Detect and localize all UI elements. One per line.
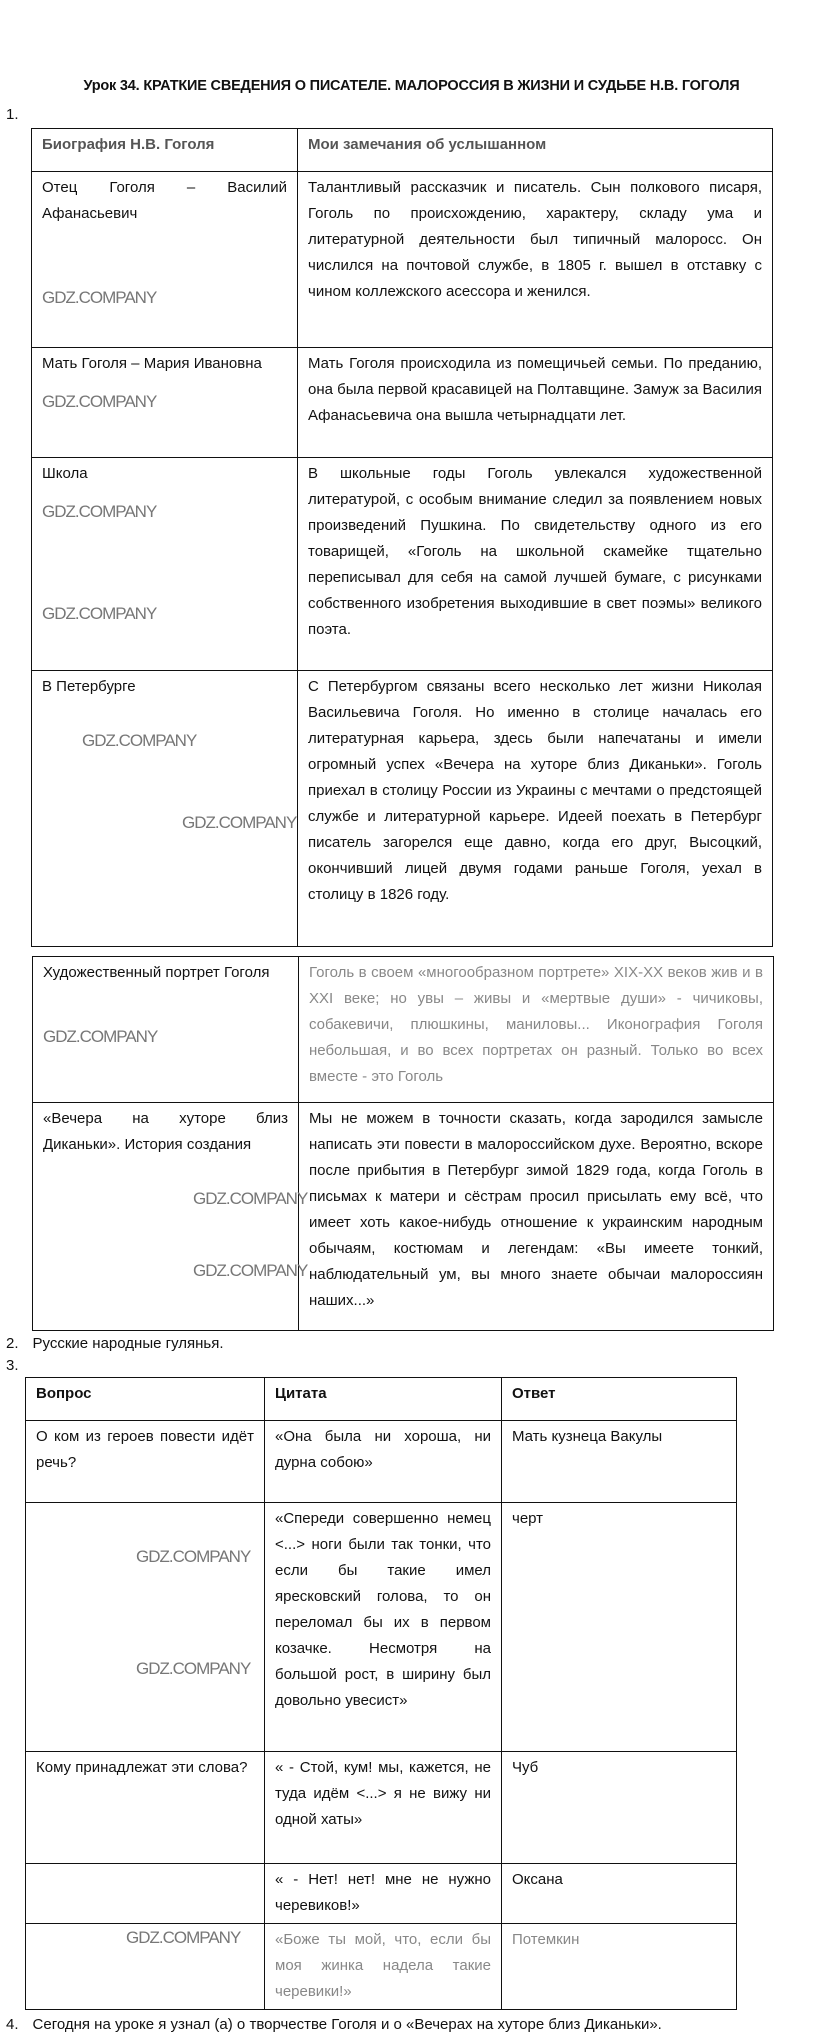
watermark: GDZ.COMPANY [126,1928,241,1947]
item2-text: Русские народные гулянья. [32,1335,224,1352]
answer-cell: Мать кузнеца Вакулы [502,1421,737,1503]
bio-topic-cell [32,671,298,947]
bio-topic-cell [32,348,298,458]
item-number: 3. [6,1357,19,1374]
item-number: 1. [6,106,19,123]
item4-text: Сегодня на уроке я узнал (а) о творчестве Гоголя и о «Вечерах на хуторе близ Диканьки». [32,2016,662,2033]
bio-note: Мать Гоголя происходила из помещичьей семьи. По преданию, она была первой красавицей на Полтавщине. Замуж за Василия Афанасьевича она вышла четырнадцати лет. [298,348,773,458]
page-content [0,104,823,2036]
quote-cell: «Она была ни хороша, ни дурна собою» [265,1421,502,1503]
bio-topic-cell [33,957,299,1103]
bio-topic-cell [32,458,298,671]
watermark: GDZ.COMPANY [43,1027,158,1046]
question-cell [26,1503,265,1752]
item-number: 4. [6,2016,19,2033]
bio-topic: «Вечера на хуторе близ Диканьки». История создания [43,1110,288,1153]
quote-cell: «Боже ты мой, что, если бы моя жинка надела такие черевики!» [265,1924,502,2010]
question-cell [26,1864,265,1924]
quote-cell: « - Стой, кум! мы, кажется, не туда идём <...> я не вижу ни одной хаты» [265,1752,502,1864]
answer-cell: черт [502,1503,737,1752]
question-cell: О ком из героев повести идёт речь? [26,1421,265,1503]
item-number: 2. [6,1335,19,1352]
bio-topic: Мать Гоголя – Мария Ивановна [42,355,262,372]
bio-topic-cell [33,1103,308,1331]
quote-cell: « - Нет! нет! мне не нужно черевиков!» [265,1864,502,1924]
item-2 [0,1333,823,1355]
answer-cell: Чуб [502,1752,737,1864]
bio-topic: Отец Гоголя – Василий Афанасьевич [42,179,287,222]
bio-note: Мы не можем в точности сказать, когда зародился замысле написать эти повести в малороссийском духе. Вероятно, вскоре после прибытия в Петербург зимой 1829 года, когда Гоголь в письмах к матери и сёстрам просил присылать ему всё, что имеет хоть какое-нибудь отношение к украинским народным обычаям, костюмам и легендам: «Вы имеете тонкий, наблюдательный ум, вы много знаете обычаи малороссиян наших...» [299,1103,774,1331]
header-question: Вопрос [26,1378,265,1421]
bio-topic: Школа [42,465,88,482]
watermark: GDZ.COMPANY [182,813,297,832]
biography-table [31,128,773,947]
watermark: GDZ.COMPANY [42,288,157,307]
header-quote: Цитата [265,1378,502,1421]
bio-topic-cell [32,172,298,348]
quotes-table [25,1377,737,2010]
bio-note: С Петербургом связаны всего несколько лет жизни Николая Васильевича Гоголя. Но именно в столице началась его литературная карьера, здесь были напечатаны и имели огромный успех «Вечера на хуторе близ Диканьки». Гоголь приехал в столицу России из Украины с мечтами о предстоящей службе и литературной карьере. Идеей поехать в Петербург писатель загорелся еще давно, когда его друг, Высоцкий, окончивший лицей двумя годами раньше Гоголя, уехал в столицу в 1826 году. [298,671,773,947]
biography-table-continued [32,956,774,1331]
header-notes: Мои замечания об услышанном [298,129,773,172]
question-cell [26,1924,265,2010]
answer-cell: Оксана [502,1864,737,1924]
bio-topic: В Петербурге [42,678,136,695]
bio-note: Гоголь в своем «многообразном портрете» XIX-XX веков жив и в XXI веке; но увы – живы и «мертвые души» - чичиковы, собакевичи, плюшкины, маниловы... Иконография Гоголя небольшая, и во всех портретах он разный. Только во всех вместе - это Гоголь [299,957,774,1103]
watermark: GDZ.COMPANY [82,731,197,750]
watermark: GDZ.COMPANY [136,1659,251,1678]
header-biography: Биография Н.В. Гоголя [32,129,298,172]
watermark: GDZ.COMPANY [42,604,157,623]
watermark: GDZ.COMPANY [193,1261,308,1280]
answer-cell: Потемкин [502,1924,737,2010]
bio-note: В школьные годы Гоголь увлекался художественной литературой, с особым внимание следил за появлением новых произведений Пушкина. По свидетельству одного из его товарищей, «Гоголь на школьной скамейке тщательно переписывал для себя на самой лучшей бумаге, с рисунками собственного изобретения выходившие в свет поэмы» великого поэта. [298,458,773,671]
bio-note: Талантливый рассказчик и писатель. Сын полкового писаря, Гоголь по происхождению, характеру, складу ума и литературной деятельности был типичный малоросс. Он числился на почтовой службе, в 1805 г. вышел в отставку с чином коллежского асессора и женился. [298,172,773,348]
bio-topic: Художественный портрет Гоголя [43,964,270,981]
watermark: GDZ.COMPANY [193,1189,308,1208]
page-title: Урок 34. КРАТКИЕ СВЕДЕНИЯ О ПИСАТЕЛЕ. МАЛОРОССИЯ В ЖИЗНИ И СУДЬБЕ Н.В. ГОГОЛЯ [83,78,740,94]
watermark: GDZ.COMPANY [136,1547,251,1566]
watermark: GDZ.COMPANY [42,392,157,411]
watermark: GDZ.COMPANY [42,502,157,521]
item-4 [0,2014,823,2036]
question-cell: Кому принадлежат эти слова? [26,1752,265,1864]
quote-cell: «Спереди совершенно немец <...> ноги были так тонки, что если бы такие имел яресковский голова, то он переломал бы их в первом козачке. Несмотря на большой рост, в ширину был довольно увесист» [265,1503,502,1752]
header-answer: Ответ [502,1378,737,1421]
